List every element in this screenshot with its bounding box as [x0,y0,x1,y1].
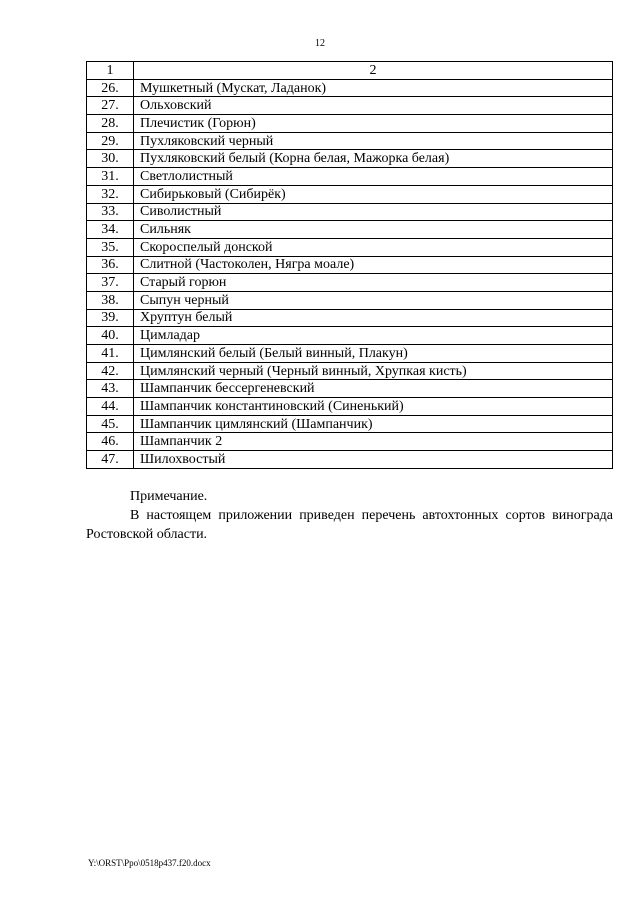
row-number: 47. [87,451,134,469]
table-row [87,132,613,150]
page-number: 12 [315,38,325,49]
variety-name: Цимлянский черный (Черный винный, Хрупкая кисть) [134,362,613,380]
variety-name: Хруптун белый [134,309,613,327]
variety-name: Плечистик (Горюн) [134,115,613,133]
row-number: 45. [87,415,134,433]
row-number: 39. [87,309,134,327]
variety-name: Пухляковский черный [134,132,613,150]
variety-name: Шилохвостый [134,451,613,469]
row-number: 34. [87,221,134,239]
table-row [87,451,613,469]
column-header-number: 1 [87,62,134,80]
variety-name: Цимлянский белый (Белый винный, Плакун) [134,345,613,363]
row-number: 44. [87,398,134,416]
variety-name: Слитной (Частоколен, Нягра моале) [134,256,613,274]
variety-name: Шампанчик бессергеневский [134,380,613,398]
table-row [87,203,613,221]
table-row [87,345,613,363]
table-header-row [87,62,613,80]
table-row [87,97,613,115]
row-number: 40. [87,327,134,345]
grape-varieties-table [86,61,613,469]
table-row [87,79,613,97]
row-number: 31. [87,168,134,186]
note-text: В настоящем приложении приведен перечень автохтонных сортов винограда Ростовской области. [86,508,613,542]
row-number: 37. [87,274,134,292]
row-number: 43. [87,380,134,398]
variety-name: Сиволистный [134,203,613,221]
variety-name: Пухляковский белый (Корна белая, Мажорка белая) [134,150,613,168]
table-row [87,362,613,380]
row-number: 36. [87,256,134,274]
table-row [87,185,613,203]
variety-name: Старый горюн [134,274,613,292]
row-number: 30. [87,150,134,168]
table-row [87,238,613,256]
variety-name: Сильняк [134,221,613,239]
table-row [87,291,613,309]
variety-name: Цимладар [134,327,613,345]
row-number: 26. [87,79,134,97]
variety-name: Шампанчик цимлянский (Шампанчик) [134,415,613,433]
table-row [87,380,613,398]
table-row [87,327,613,345]
table-row [87,150,613,168]
row-number: 32. [87,185,134,203]
row-number: 42. [87,362,134,380]
row-number: 27. [87,97,134,115]
row-number: 33. [87,203,134,221]
table-row [87,115,613,133]
table-row [87,398,613,416]
row-number: 38. [87,291,134,309]
table-row [87,256,613,274]
footer-file-path: Y:\ORST\Ppo\0518p437.f20.docx [88,858,211,868]
table-row [87,221,613,239]
row-number: 29. [87,132,134,150]
variety-name: Мушкетный (Мускат, Ладанок) [134,79,613,97]
variety-name: Сибирьковый (Сибирёк) [134,185,613,203]
table-row [87,415,613,433]
variety-name: Светлолистный [134,168,613,186]
variety-name: Сыпун черный [134,291,613,309]
table-row [87,168,613,186]
row-number: 28. [87,115,134,133]
table-row [87,274,613,292]
note-title: Примечание. [130,489,208,504]
table-row [87,309,613,327]
variety-name: Шампанчик константиновский (Синенький) [134,398,613,416]
variety-name: Шампанчик 2 [134,433,613,451]
column-header-name: 2 [134,62,613,80]
row-number: 35. [87,238,134,256]
table-row [87,433,613,451]
variety-name: Ольховский [134,97,613,115]
row-number: 41. [87,345,134,363]
variety-name: Скороспелый донской [134,238,613,256]
row-number: 46. [87,433,134,451]
